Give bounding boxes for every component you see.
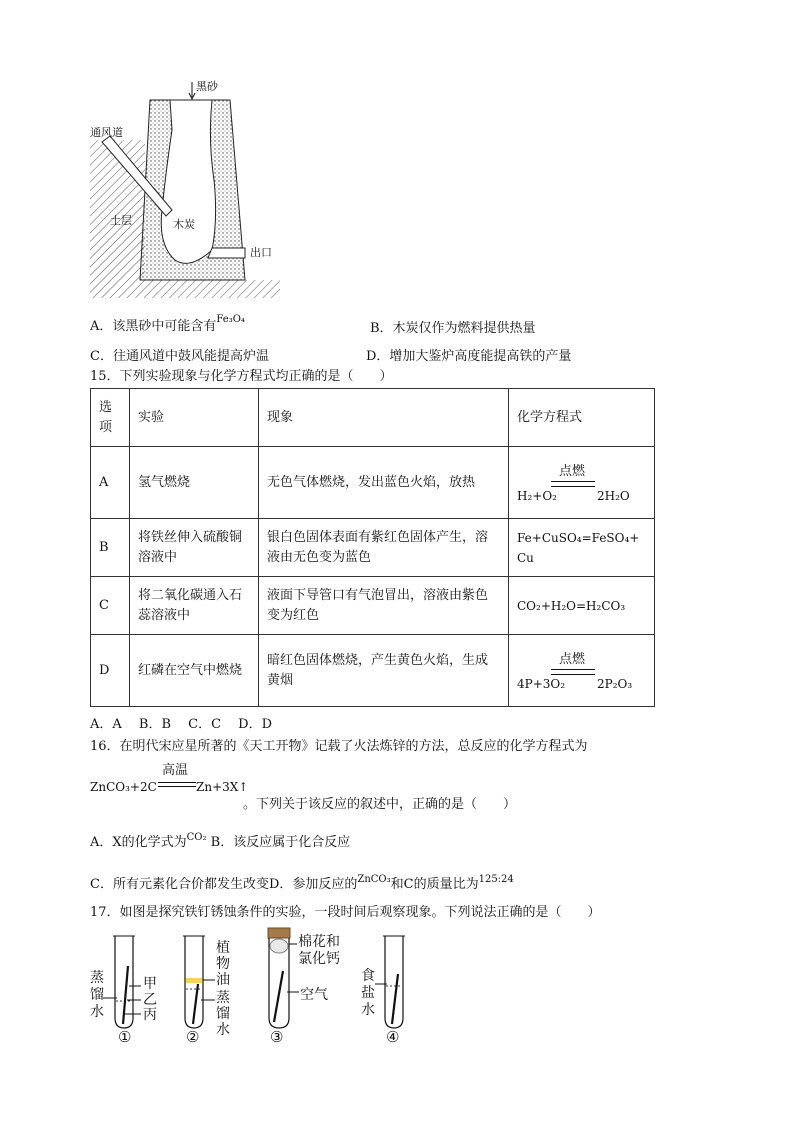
q16-equation: ZnCO₃+2C 高温 Zn+3X↑ <box>90 763 249 794</box>
row-experiment: 将二氧化碳通入石蕊溶液中 <box>130 577 259 635</box>
tube3-cotton-label: 棉花和氯化钙 <box>298 934 340 967</box>
row-experiment: 将铁丝伸入硫酸铜溶液中 <box>130 519 259 577</box>
row-phenomenon: 银白色固体表面有紫红色固体产生，溶液由无色变为蓝色 <box>259 519 509 577</box>
tube-4 <box>375 936 405 1028</box>
table-row <box>91 447 655 519</box>
row-equation: 点燃 4P+3O₂ 2P₂O₃ <box>509 635 655 707</box>
tube-2 <box>183 936 215 1028</box>
row-equation: 点燃 H₂+O₂ 2H₂O <box>509 447 655 519</box>
tube-3 <box>268 928 299 1028</box>
q16-option-c-d: C．所有元素化合价都发生改变D．参加反应的$^{ZnCO_3}$和C的质量比为$^{125:24}$ <box>90 874 514 892</box>
row-option: B <box>91 519 130 577</box>
row-phenomenon: 暗红色固体燃烧，产生黄色火焰，生成黄烟 <box>259 635 509 707</box>
q15-answers: A．A B．B C．C D．D <box>90 717 273 732</box>
row-equation: CO₂+H₂O=H₂CO₃ <box>509 577 655 635</box>
q14-option-b: B．木炭仅作为燃料提供热量 <box>370 321 536 336</box>
header-equation: 化学方程式 <box>509 389 655 447</box>
header-experiment: 实验 <box>130 389 259 447</box>
tube1-label-jia: 甲 <box>143 976 157 992</box>
tube2-number: ② <box>186 1028 200 1046</box>
q14-option-a: A．该黑砂中可能含有$^{Fe_3O_4}$ <box>90 314 245 334</box>
q14-option-c: C．往通风道中鼓风能提高炉温 <box>90 349 269 364</box>
q15-table <box>90 388 655 707</box>
tube2-water-label: 蒸馏水 <box>216 990 230 1038</box>
tube2-oil-label: 植物油 <box>216 940 230 988</box>
q16-stem-end: 。下列关于该反应的叙述中，正确的是（ ） <box>243 797 517 812</box>
tube4-left-label: 食盐水 <box>361 968 375 1018</box>
tube-1 <box>103 936 141 1028</box>
table-row <box>91 519 655 577</box>
label-soil: 土层 <box>110 214 132 227</box>
row-equation: Fe+CuSO₄=FeSO₄+Cu <box>509 519 655 577</box>
tube4-number: ④ <box>386 1028 400 1046</box>
row-experiment: 红磷在空气中燃烧 <box>130 635 259 707</box>
tube3-air-label: 空气 <box>300 987 328 1003</box>
row-option: A <box>91 447 130 519</box>
header-phenomenon: 现象 <box>259 389 509 447</box>
row-option: C <box>91 577 130 635</box>
label-charcoal: 木炭 <box>173 218 195 231</box>
tube1-left-label: 蒸馏水 <box>90 970 104 1020</box>
row-phenomenon: 无色气体燃烧，发出蓝色火焰，放热 <box>259 447 509 519</box>
tube1-label-bing: 丙 <box>143 1007 157 1023</box>
q16-option-a: A．X的化学式为$^{CO_2}$ B．该反应属于化合反应 <box>90 832 351 850</box>
q14-option-d: D．增加大鉴炉高度能提高铁的产量 <box>366 349 572 364</box>
q16-stem: 16．在明代宋应星所著的《天工开物》记载了火法炼锌的方法，总反应的化学方程式为 <box>90 739 588 754</box>
furnace-diagram <box>90 80 290 305</box>
row-phenomenon: 液面下导管口有气泡冒出，溶液由紫色变为红色 <box>259 577 509 635</box>
table-row <box>91 577 655 635</box>
label-black-sand: 黑砂 <box>196 80 218 93</box>
table-row <box>91 635 655 707</box>
row-experiment: 氢气燃烧 <box>130 447 259 519</box>
label-outlet: 出口 <box>250 246 272 259</box>
header-option: 选项 <box>91 389 130 447</box>
label-vent: 通风道 <box>90 126 123 139</box>
tube1-label-yi: 乙 <box>143 992 157 1008</box>
q17-stem: 17．如图是探究铁钉锈蚀条件的实验，一段时间后观察现象。下列说法正确的是（ ） <box>90 905 601 920</box>
tube1-number: ① <box>118 1028 132 1046</box>
tube3-number: ③ <box>270 1028 284 1046</box>
q15-stem: 15．下列实验现象与化学方程式均正确的是（ ） <box>90 369 393 384</box>
row-option: D <box>91 635 130 707</box>
